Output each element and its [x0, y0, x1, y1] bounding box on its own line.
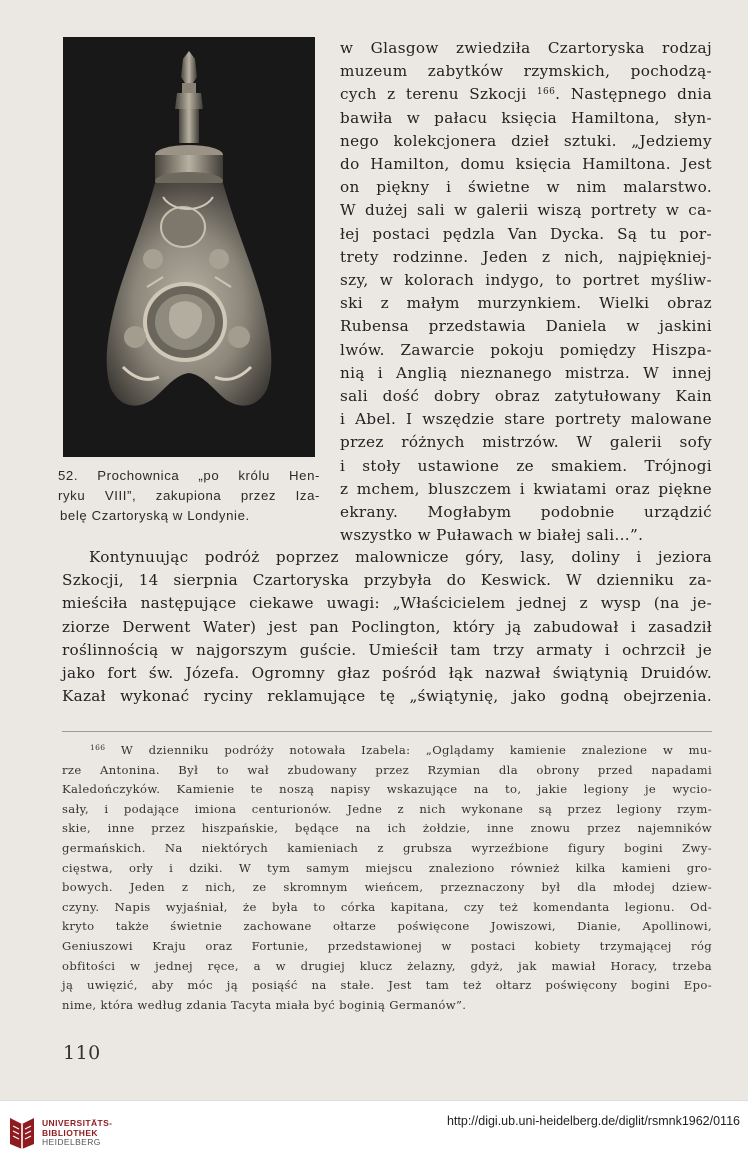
text-line: ziorze Derwent Water) jest pan Poclington, który ją zabudował i zasadził: [62, 617, 712, 636]
footnote-divider: [62, 731, 712, 732]
footnote-line: sały, i podające imiona centurionów. Jedne z nich wykonane są przez legiony rzym-: [62, 801, 712, 816]
footnote-line: kryto także świetnie zachowane ołtarze poświęcone Jowiszowi, Dianie, Apollinowi,: [62, 919, 712, 934]
caption-line: belę Czartoryską w Londynie.: [60, 508, 250, 523]
text-line: ekrany. Mogłabym podobnie urządzić: [340, 503, 712, 522]
text-line: mieściła następujące ciekawe uwagi: „Właścicielem jednej z wysp (na je-: [62, 594, 712, 613]
powder-flask-photo: [63, 37, 315, 457]
footnote-line: Geniuszowi Kraju oraz Fortunie, przedstawionej w postaci kobiety trzymającej róg: [62, 938, 712, 953]
footnote-line: ją uwięzić, aby móc ją posiąść na stałe. Jest tam też ołtarz poświęcony bogini Epo-: [62, 978, 712, 993]
text-line: Szkocji, 14 sierpnia Czartoryska przybyła do Keswick. W dzienniku za-: [62, 571, 712, 590]
footnote-line: skie, inne przez hiszpańskie, będące na ich żołdzie, inne znowu przez najemników: [62, 821, 712, 836]
text-fragment: cych z terenu Szkocji: [340, 85, 537, 104]
text-line-with-footnote-ref: [340, 83, 712, 106]
footnote-first-line: [62, 741, 712, 761]
footnote-line: bowych. Jeden z nich, ze skromnym wieńcem, przeznaczony był dla młodej dziew-: [62, 880, 712, 895]
permalink-url[interactable]: http://digi.ub.uni-heidelberg.de/diglit/rsmnk1962/0116: [446, 1114, 740, 1128]
text-line: nią i Anglią nieznanego mistrza. W innej: [340, 363, 712, 382]
library-logo-icon[interactable]: [8, 1116, 36, 1150]
logo-line: BIBLIOTHEK: [42, 1127, 98, 1138]
figure-caption: [58, 466, 320, 526]
footnote-line: obfitości w jednej ręce, a w drugiej klucz żelazny, gdyż, jak mawiał Horacy, trzeba: [62, 958, 712, 973]
text-line: muzeum zabytków rzymskich, pochodzą-: [340, 62, 712, 81]
page-number: 110: [63, 1042, 101, 1064]
text-line: trety rodzinne. Jeden z nich, najpiękniej-: [340, 247, 712, 266]
text-line: jako fort św. Józefa. Ogromny głaz pośród łąk nazwał świątynią Druidów.: [62, 664, 712, 683]
footnote-line: Kaledończyków. Kamienie te noszą napisy wskazujące na to, jakie legiony je wycio-: [62, 782, 712, 797]
text-line: z mchem, bluszczem i kwiatami oraz piękne: [340, 479, 712, 498]
text-line: i stoły ustawione ze smakiem. Trójnogi: [340, 456, 712, 475]
text-line: Rubensa przedstawia Daniela w jaskini: [340, 317, 712, 336]
text-line: on piękny i świetne w nim malarstwo.: [340, 178, 712, 197]
text-line: sali dość dobry obraz zatytułowany Kain: [340, 387, 712, 406]
text-line: ski z małym murzynkiem. Wielki obraz: [340, 294, 712, 313]
right-column-text: [340, 37, 712, 547]
main-paragraph: [62, 546, 712, 708]
footnote-line: nime, która według zdania Tacyta miała być boginią Germanów”.: [62, 997, 467, 1012]
text-line: W dużej sali w galerii wiszą portrety w ca-: [340, 201, 712, 220]
text-line: i Abel. I wszędzie stare portrety malowane: [340, 410, 712, 429]
text-line: wszystko w Puławach w białej sali...”.: [340, 526, 644, 545]
text-fragment: W dzienniku podróży notowała Izabela: „Oglądamy kamienie znalezione w mu-: [105, 743, 712, 757]
text-line: łej postaci pędzla Van Dycka. Są tu por-: [340, 224, 712, 243]
footnote-line: rze Antonina. Był to wał zbudowany przez Rzymian dla obrony przed napadami: [62, 762, 712, 777]
library-logo-text[interactable]: [42, 1119, 112, 1148]
text-line: lwów. Zawarcie pokoju pomiędzy Hiszpa-: [340, 340, 712, 359]
text-line: nego kolekcjonera dzieł sztuki. „Jedziemy: [340, 131, 712, 150]
text-line: do Hamilton, domu księcia Hamiltona. Jest: [340, 155, 712, 174]
text-fragment: . Następnego dnia: [555, 85, 712, 104]
text-line: w Glasgow zwiedziła Czartoryska rodzaj: [340, 39, 712, 57]
footnote-line: czyny. Napis wyjaśniał, że była to córka kapitana, czy też komendanta legionu. Od-: [62, 899, 712, 914]
text-line: przez różnych mistrzów. W galerii sofy: [340, 433, 712, 452]
footnote-number: 166: [90, 743, 106, 752]
logo-line: HEIDELBERG: [42, 1137, 101, 1147]
text-line: Kazał wykonać ryciny reklamujące tę „świątynię, jako godną obejrzenia.: [62, 687, 712, 706]
text-line: bawiła w pałacu księcia Hamiltona, słyn-: [340, 108, 712, 127]
text-line: szy, w kolorach indygo, to portret myśliw-: [340, 271, 712, 290]
footnote-line: cięstwa, orły i dziki. W tym samym miejscu znaleziono również kilka kamieni gro-: [62, 860, 712, 875]
footnote-reference[interactable]: 166: [536, 87, 556, 98]
caption-line: 52. Prochownica „po królu Hen-: [58, 468, 320, 483]
footnote-line: germańskich. Na niektórych kamieniach z grubsza wyrzeźbione figury bogini Zwy-: [62, 840, 712, 855]
viewer-footer: [0, 1100, 748, 1162]
logo-line: UNIVERSITÄTS-: [42, 1118, 113, 1128]
caption-line: ryku VIII”, zakupiona przez Iza-: [58, 488, 320, 503]
text-line: Kontynuując podróż poprzez malownicze góry, lasy, doliny i jeziora: [89, 548, 712, 566]
text-line: roślinnością w najgorszym guście. Umieścił tam trzy armaty i ochrzcił je: [62, 640, 712, 659]
footnote: [62, 741, 712, 1015]
